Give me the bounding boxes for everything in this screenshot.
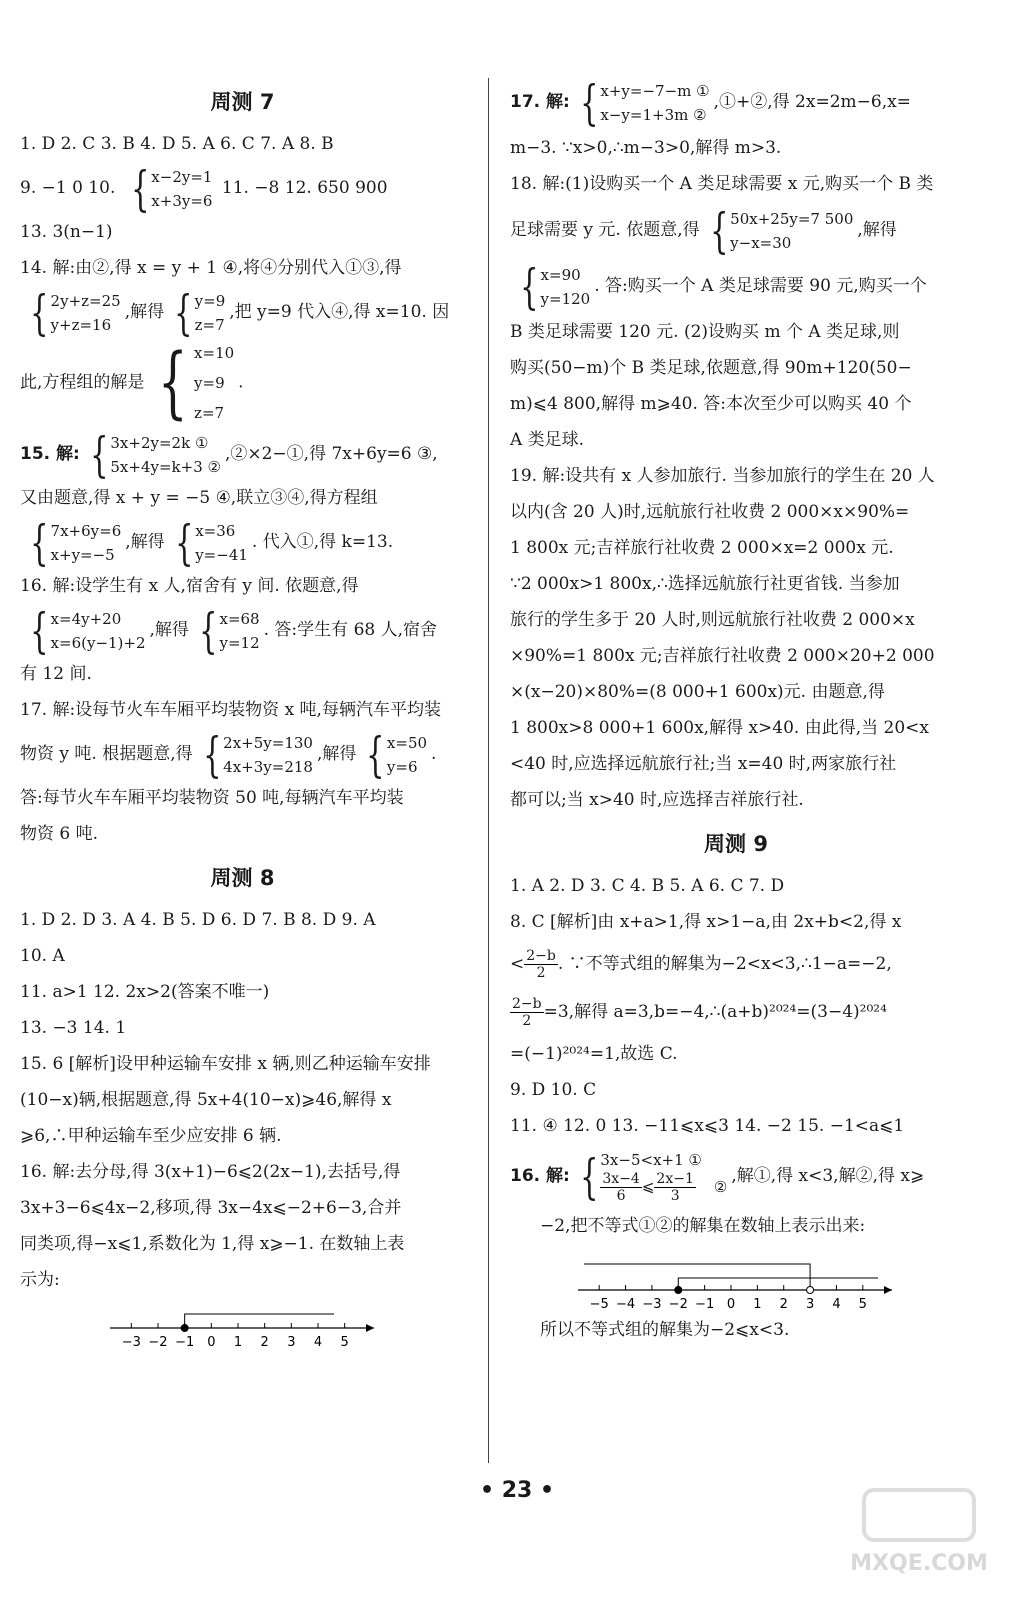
solution-text: −2,把不等式①②的解集在数轴上表示出来: (540, 1216, 866, 1236)
solution-text: m−3. ∵x>0,∴m−3>0,解得 m>3. (510, 138, 782, 158)
equation-system: { x=90 y=120 (520, 258, 591, 315)
endpoint-dot (675, 1287, 682, 1294)
solution-text: 旅行的学生多于 20 人时,则远航旅行社收费 2 000×x (510, 610, 915, 630)
solution-text: 17. 解: { x+y=−7−m ① x−y=1+3m ② ,①+②,得 2x=2m−6,x= (510, 74, 911, 131)
axis-arrow (884, 1286, 892, 1294)
answers-line: 10. A (20, 946, 65, 966)
solution-text: 1 800x 元;吉祥旅行社收费 2 000×x=2 000x 元. (510, 538, 894, 558)
tick-label: 0 (206, 1335, 215, 1350)
solution-text: 以内(含 20 人)时,远航旅行社收费 2 000×x×90%= (510, 502, 910, 522)
solution-text: { x=4y+20 x=6(y−1)+2 ,解得 { x=68 y=12 . 答:学生有 68 人,宿舍 (20, 604, 465, 656)
equation-system: { 2x+5y=130 4x+3y=218 (202, 726, 313, 783)
solution-text: 示为: (20, 1270, 60, 1290)
solution-text: 15. 6 [解析]设甲种运输车安排 x 辆,则乙种运输车安排 (20, 1054, 431, 1074)
solution-text: 都可以;当 x>40 时,应选择吉祥旅行社. (510, 790, 804, 810)
solution-text: < $\frac{2-b}{2}$ . ∵不等式组的解集为−2<x<3,∴1−a=−2, (510, 948, 892, 981)
equation-system: { x=4y+20 x=6(y−1)+2 (30, 602, 146, 659)
column-divider (488, 78, 489, 1463)
equation-system: { 3x+2y=2k ① 5x+4y=k+3 ② (89, 426, 221, 483)
answers-line: 9. D 10. C (510, 1080, 597, 1100)
solution-text: 同类项,得−x⩽1,系数化为 1,得 x⩾−1. 在数轴上表 (20, 1234, 405, 1254)
tick-label: 5 (858, 1297, 867, 1312)
tick-label: −4 (615, 1297, 636, 1312)
solution-text: B 类足球需要 120 元. (2)设购买 m 个 A 类足球,则 (510, 322, 900, 342)
axis-arrow (366, 1324, 374, 1332)
left-column (20, 80, 465, 1352)
solution-text: 16. 解: { 3x−5<x+1 ① $\frac{3x-4}{6}$ ⩽ $\frac{2x-1}{3}$ ② ,解①,得 x<3,解②,得 x⩾ (510, 1148, 925, 1205)
solution-text: 17. 解:设每节火车车厢平均装物资 x 吨,每辆汽车平均装 (20, 700, 441, 720)
solution-text: 购买(50−m)个 B 类足球,依题意,得 90m+120(50− (510, 358, 912, 378)
equation-system: { 50x+25y=7 500 y−x=30 (709, 202, 854, 259)
solution-text: 16. 解:设学生有 x 人,宿舍有 y 间. 依题意,得 (20, 576, 359, 596)
tick-label: 4 (832, 1297, 841, 1312)
solution-text: 3x+3−6⩽4x−2,移项,得 3x−4x⩽−2+6−3,合并 (20, 1198, 402, 1218)
equation-system: { x=10 y=9 z=7 (158, 338, 235, 428)
answers-line: 13. 3(n−1) (20, 222, 113, 242)
right-column (510, 74, 962, 1348)
solution-text: A 类足球. (510, 430, 585, 450)
tick-label: 5 (340, 1335, 349, 1350)
tick-label: 2 (260, 1335, 269, 1350)
fraction: $\frac{2-b}{2}$ (526, 948, 556, 981)
answers-line: 11. ④ 12. 0 13. −11⩽x⩽3 14. −2 15. −1<a⩽1 (510, 1116, 905, 1136)
fraction: $\frac{2-b}{2}$ (512, 996, 542, 1029)
tick-label: 3 (286, 1335, 295, 1350)
svg-text:MXQE.COM: MXQE.COM (850, 1551, 988, 1576)
solution-text: <40 时,应选择远航旅行社;当 x=40 时,两家旅行社 (510, 754, 897, 774)
section-title-week7: 周测 7 (210, 90, 275, 114)
equation-system: { x=36 y=−41 (174, 514, 248, 571)
solution-text: 8. C [解析]由 x+a>1,得 x>1−a,由 2x+b<2,得 x (510, 912, 902, 932)
solution-text: 物资 6 吨. (20, 824, 99, 844)
solution-text: 15. 解: { 3x+2y=2k ① 5x+4y=k+3 ② ,②×2−①,得 7x+6y=6 ③, (20, 426, 438, 483)
solution-text: (10−x)辆,根据题意,得 5x+4(10−x)⩾46,解得 x (20, 1090, 392, 1110)
tick-label: −5 (589, 1297, 609, 1312)
solution-text: ×(x−20)×80%=(8 000+1 600x)元. 由题意,得 (510, 682, 885, 702)
solution-text: 14. 解:由②,得 x = y + 1 ④,将④分别代入①③,得 (20, 258, 402, 278)
solution-text: 物资 y 吨. 根据题意,得 { 2x+5y=130 4x+3y=218 ,解得 { x=50 y=6 . (20, 726, 437, 783)
solution-text: { 2y+z=25 y+z=16 ,解得 { y=9 z=7 ,把 y=9 代入④,得 x=10. 因 (20, 286, 465, 338)
tick-label: −2 (147, 1335, 168, 1350)
solution-text: =(−1)²⁰²⁴=1,故选 C. (510, 1044, 678, 1064)
watermark-logo (834, 1482, 1004, 1582)
tick-label: 3 (805, 1297, 815, 1312)
tick-label: −1 (174, 1335, 194, 1350)
solution-text: ⩾6,∴甲种运输车至少应安排 6 辆. (20, 1126, 282, 1146)
tick-label: 1 (753, 1297, 762, 1312)
tick-label: 1 (233, 1335, 242, 1350)
answers-line: 1. D 2. D 3. A 4. B 5. D 6. D 7. B 8. D 9. A (20, 910, 376, 930)
solution-text: 19. 解:设共有 x 人参加旅行. 当参加旅行的学生在 20 人 (510, 466, 935, 486)
section-title-week9: 周测 9 (704, 832, 768, 856)
answers-line: 9. −1 0 10. { x−2y=1 x+3y=6 11. −8 12. 650 900 (20, 160, 388, 217)
equation-system: { 7x+6y=6 x+y=−5 (30, 514, 122, 571)
tick-label: 2 (779, 1297, 788, 1312)
answers-line: 1. D 2. C 3. B 4. D 5. A 6. C 7. A 8. B (20, 134, 334, 154)
equation-system: { x+y=−7−m ① x−y=1+3m ② (579, 74, 710, 131)
tick-label: −2 (668, 1297, 688, 1312)
solution-ray (584, 1264, 810, 1290)
solution-text: ∵2 000x>1 800x,∴选择远航旅行社更省钱. 当参加 (510, 574, 900, 594)
solution-text: { x=90 y=120 . 答:购买一个 A 类足球需要 90 元,购买一个 (510, 258, 962, 314)
equation-system: { 3x−5<x+1 ① $\frac{3x-4}{6}$ ⩽ $\frac{2x-1}{3}$ ② (579, 1148, 728, 1205)
solution-ray (678, 1278, 878, 1290)
tick-label: 4 (313, 1335, 322, 1350)
answers-line: 1. A 2. D 3. C 4. B 5. A 6. C 7. D (510, 876, 785, 896)
solution-text: { 7x+6y=6 x+y=−5 ,解得 { x=36 y=−41 . 代入①,得 k=13. (20, 516, 465, 568)
solution-text: 又由题意,得 x + y = −5 ④,联立③④,得方程组 (20, 488, 378, 508)
endpoint-dot (807, 1287, 814, 1294)
tick-label: 0 (726, 1297, 736, 1312)
solution-text: 有 12 间. (20, 664, 92, 684)
solution-text: 1 800x>8 000+1 600x,解得 x>40. 由此得,当 20<x (510, 718, 930, 738)
solution-text: 18. 解:(1)设购买一个 A 类足球需要 x 元,购买一个 B 类 (510, 174, 934, 194)
answers-line: 11. a>1 12. 2x>2(答案不唯一) (20, 982, 270, 1002)
page-number: • 23 • (479, 1478, 555, 1503)
tick-label: −1 (695, 1297, 715, 1312)
equation-system: { x=50 y=6 (366, 726, 428, 783)
tick-label: −3 (642, 1297, 662, 1312)
solution-text: m)⩽4 800,解得 m⩾40. 答:本次至少可以购买 40 个 (510, 394, 912, 414)
equation-system: { x=68 y=12 (199, 602, 260, 659)
answers-line: 13. −3 14. 1 (20, 1018, 127, 1038)
number-line (576, 1250, 896, 1312)
endpoint-dot (181, 1325, 188, 1332)
number-line (108, 1304, 378, 1352)
equation-system: { x−2y=1 x+3y=6 (130, 160, 213, 217)
equation-system: { 2y+z=25 y+z=16 (30, 284, 121, 341)
solution-text: 16. 解:去分母,得 3(x+1)−6⩽2(2x−1),去括号,得 (20, 1162, 401, 1182)
equation-system: { y=9 z=7 (174, 284, 226, 341)
section-title-week8: 周测 8 (210, 866, 275, 890)
solution-ray (184, 1314, 333, 1328)
solution-text: 答:每节火车车厢平均装物资 50 吨,每辆汽车平均装 (20, 788, 404, 808)
solution-text: ×90%=1 800x 元;吉祥旅行社收费 2 000×20+2 000 (510, 646, 935, 666)
solution-text: 足球需要 y 元. 依题意,得 { 50x+25y=7 500 y−x=30 ,解得 (510, 202, 897, 259)
solution-text: 所以不等式组的解集为−2⩽x<3. (540, 1320, 790, 1340)
tick-label: −3 (121, 1335, 141, 1350)
solution-text: $\frac{2-b}{2}$ =3,解得 a=3,b=−4,∴(a+b)²⁰²⁴=(3−4)²⁰²⁴ (512, 996, 887, 1029)
solution-text: 此,方程组的解是 { x=10 y=9 z=7 . (20, 338, 244, 428)
